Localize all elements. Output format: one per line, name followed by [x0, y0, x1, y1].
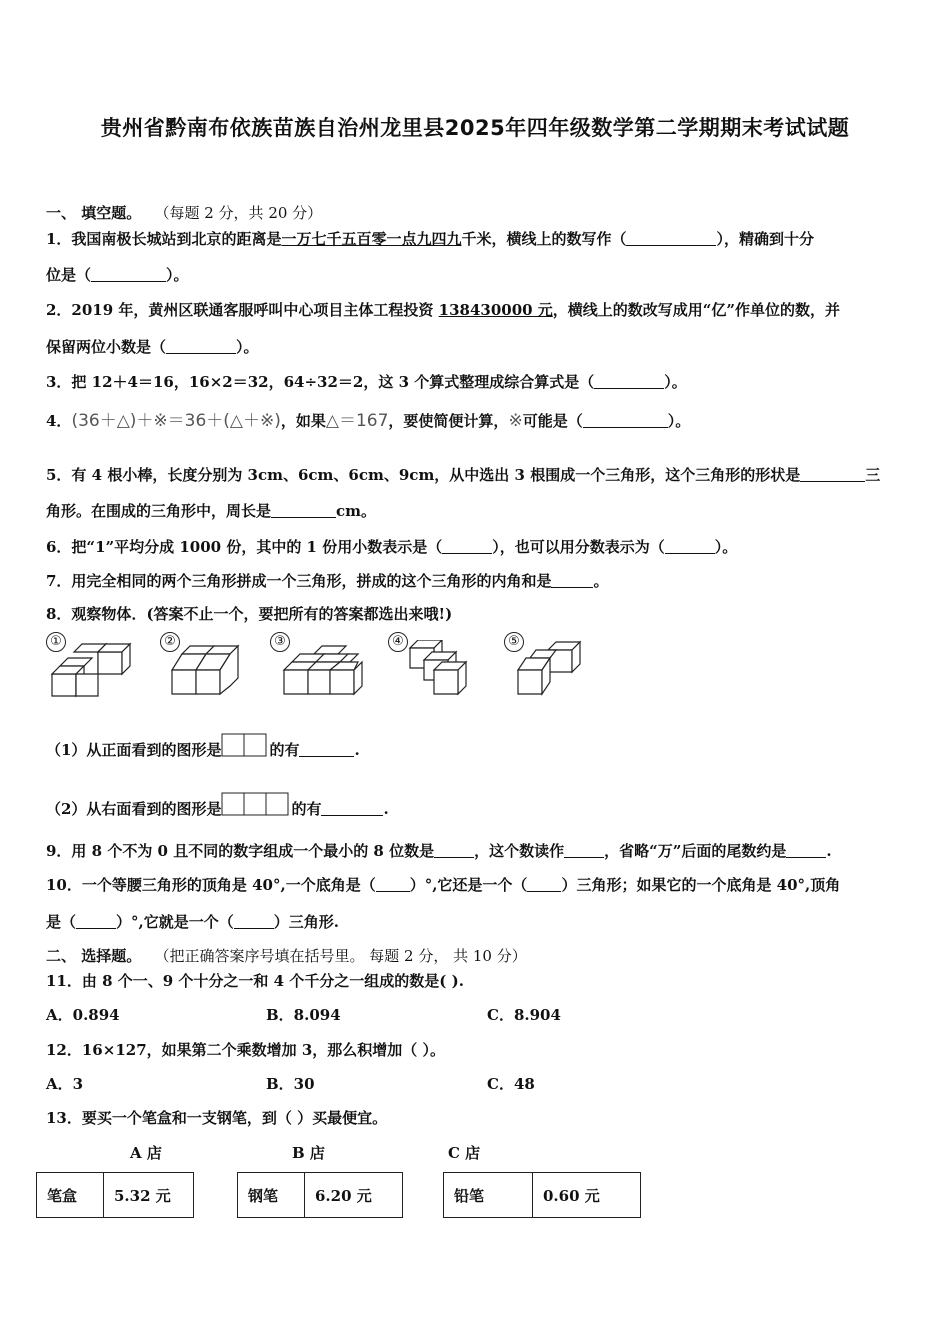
question-10-cont	[46, 911, 339, 932]
question-1	[46, 228, 814, 249]
q2-underlined: 138430000 元	[438, 301, 553, 319]
q10-text-4: 是（	[46, 913, 77, 931]
q1-text-2: 千米，横线上的数写作（	[461, 230, 627, 248]
section-2-note: （把正确答案序号填在括号里。 每题 2 分， 共 10 分）	[154, 947, 527, 965]
q1-text: 1．我国南极长城站到北京的距离是	[46, 230, 282, 248]
question-13: 13．要买一个笔盒和一支钢笔，到（ ）买最便宜。	[46, 1109, 388, 1127]
store-a-price: 5.32 元	[104, 1173, 194, 1218]
q9-blank-2[interactable]	[564, 843, 604, 858]
question-9	[46, 840, 832, 861]
q4-text-2: ，要使简便计算，	[388, 412, 509, 430]
q8-sub2-text-3: .	[383, 800, 389, 818]
q9-blank-1[interactable]	[434, 843, 474, 858]
q6-text-3: ）。	[714, 538, 738, 556]
q5-text: 5．有 4 根小棒，长度分别为 3cm、6cm、6cm、9cm，从中选出 3 根围成一个三角形，这个三角形的形状是	[46, 466, 801, 484]
cube-drawing-4	[388, 640, 478, 700]
section-2-heading	[46, 945, 527, 966]
figure-number-1: ①	[46, 632, 66, 652]
question-6	[46, 536, 737, 557]
cube-drawing-2	[160, 640, 250, 700]
store-c-label: C 店	[448, 1144, 481, 1162]
q11-option-b[interactable]: B．8.094	[266, 1006, 341, 1024]
q10-text-3: ）三角形；如果它的一个底角是 40°,顶角	[561, 876, 841, 894]
q1-text-3: ），精确到十分	[716, 230, 814, 248]
q2-text-4: ）。	[236, 338, 259, 356]
q8-sub2-text: （2）从右面看到的图形是	[46, 800, 222, 818]
store-c-table	[443, 1172, 641, 1218]
q2-text-2: ，横线上的数改写成用“亿”作单位的数，并	[552, 301, 841, 319]
q4-symbol: ※	[508, 411, 523, 431]
question-10	[46, 874, 840, 895]
section-1-label: 一、 填空题。	[46, 204, 142, 222]
q4-text-3: 可能是（	[522, 412, 583, 430]
q10-text-2: ）°,它还是一个（	[409, 876, 528, 894]
q8-sub1-blank[interactable]	[299, 742, 354, 757]
question-2	[46, 299, 840, 320]
q6-text: 6．把“1”平均分成 1000 份，其中的 1 份用小数表示是（	[46, 538, 443, 556]
section-2-label: 二、 选择题。	[46, 947, 142, 965]
q5-blank-1[interactable]	[800, 467, 865, 482]
q10-text-6: ）三角形.	[273, 913, 339, 931]
question-2-cont	[46, 336, 259, 357]
q12-option-b[interactable]: B．30	[266, 1075, 315, 1093]
q4-formula: (36＋△)＋※＝36＋(△＋※)	[71, 411, 281, 431]
q8-sub1-text-3: .	[354, 741, 360, 759]
q5-text-3: 角形。在围成的三角形中，周长是	[46, 502, 272, 520]
q8-sub2-blank[interactable]	[321, 801, 383, 816]
q2-text: 2．2019 年，黄州区联通客服呼叫中心项目主体工程投资	[46, 301, 439, 319]
q10-blank-1[interactable]	[376, 877, 410, 892]
question-8: 8．观察物体．(答案不止一个，要把所有的答案都选出来哦!)	[46, 605, 453, 623]
q3-blank[interactable]	[594, 374, 664, 389]
question-7	[46, 570, 608, 591]
q1-blank-1[interactable]	[626, 231, 716, 246]
q5-text-4: cm。	[336, 502, 377, 520]
figure-number-4: ④	[388, 632, 408, 652]
q1-text-4: 位是（	[46, 266, 92, 284]
table-row	[238, 1173, 403, 1218]
q1-text-5: ）。	[166, 266, 189, 284]
q8-sub1-text: （1）从正面看到的图形是	[46, 741, 222, 759]
section-1-note: （每题 2 分，共 20 分）	[154, 204, 323, 222]
q10-blank-2[interactable]	[527, 877, 561, 892]
store-a-table	[36, 1172, 194, 1218]
q4-condition: △＝167	[325, 411, 389, 431]
figure-number-3: ③	[270, 632, 290, 652]
question-8-sub-1	[46, 733, 360, 760]
q3-text: 3．把 12＋4＝16，16×2＝32，64÷32＝2，这 3 个算式整理成综合算式是（	[46, 373, 595, 391]
store-b-item: 钢笔	[238, 1173, 305, 1218]
q12-option-a[interactable]: A．3	[46, 1075, 84, 1093]
q10-text: 10．一个等腰三角形的顶角是 40°,一个底角是（	[46, 876, 376, 894]
q9-text-3: ，省略“万”后面的尾数约是	[604, 842, 787, 860]
question-4	[46, 406, 690, 431]
three-square-shape	[221, 792, 291, 818]
q7-text-2: 。	[593, 572, 609, 590]
question-1-cont	[46, 264, 189, 285]
q5-blank-2[interactable]	[271, 503, 336, 518]
q9-text: 9．用 8 个不为 0 且不同的数字组成一个最小的 8 位数是	[46, 842, 435, 860]
cube-drawing-5	[504, 640, 594, 700]
question-12: 12．16×127，如果第二个乘数增加 3，那么积增加（ ）。	[46, 1041, 446, 1059]
q3-text-2: ）。	[664, 373, 687, 391]
figure-number-2: ②	[160, 632, 180, 652]
q7-blank[interactable]	[551, 573, 593, 588]
q9-text-2: ，这个数读作	[474, 842, 565, 860]
store-a-label: A 店	[130, 1144, 162, 1162]
q10-blank-3[interactable]	[76, 914, 116, 929]
q4-number: 4．	[46, 412, 72, 430]
table-row	[37, 1173, 194, 1218]
q1-underlined: 一万七千五百零一点九四九	[281, 230, 462, 248]
q11-option-a[interactable]: A．0.894	[46, 1006, 120, 1024]
q1-blank-2[interactable]	[91, 267, 166, 282]
store-b-price: 6.20 元	[305, 1173, 403, 1218]
store-b-label: B 店	[292, 1144, 325, 1162]
q9-blank-3[interactable]	[786, 843, 826, 858]
q2-blank[interactable]	[166, 339, 236, 354]
page-title: 贵州省黔南布依族苗族自治州龙里县2025年四年级数学第二学期期末考试试题	[100, 116, 850, 140]
store-c-item: 铅笔	[444, 1173, 533, 1218]
store-c-price: 0.60 元	[533, 1173, 641, 1218]
question-5	[46, 464, 880, 485]
q2-text-3: 保留两位小数是（	[46, 338, 167, 356]
store-a-item: 笔盒	[37, 1173, 104, 1218]
q4-text-4: ）。	[667, 412, 691, 430]
question-8-sub-2	[46, 792, 389, 819]
question-5-cont	[46, 500, 376, 521]
section-1-heading	[46, 202, 322, 223]
q9-text-4: .	[826, 842, 832, 860]
q4-text: ，如果	[280, 412, 326, 430]
q4-blank[interactable]	[583, 413, 668, 428]
q8-sub2-text-2: 的有	[291, 800, 322, 818]
q11-option-c[interactable]: C．8.904	[487, 1006, 561, 1024]
cube-drawing-1	[46, 640, 136, 700]
cube-drawing-3	[270, 640, 370, 700]
q10-blank-4[interactable]	[234, 914, 274, 929]
q6-blank-1[interactable]	[442, 539, 492, 554]
figure-number-5: ⑤	[504, 632, 524, 652]
question-3	[46, 371, 687, 392]
store-b-table	[237, 1172, 403, 1218]
two-square-shape	[221, 733, 269, 759]
q7-text: 7．用完全相同的两个三角形拼成一个三角形，拼成的这个三角形的内角和是	[46, 572, 552, 590]
q10-text-5: ）°,它就是一个（	[116, 913, 234, 931]
q6-text-2: ），也可以用分数表示为（	[492, 538, 665, 556]
question-11: 11．由 8 个一、9 个十分之一和 4 个千分之一组成的数是( ).	[46, 972, 464, 990]
table-row	[444, 1173, 641, 1218]
q12-option-c[interactable]: C．48	[487, 1075, 535, 1093]
q5-text-2: 三	[865, 466, 881, 484]
q6-blank-2[interactable]	[665, 539, 715, 554]
q8-sub1-text-2: 的有	[269, 741, 300, 759]
